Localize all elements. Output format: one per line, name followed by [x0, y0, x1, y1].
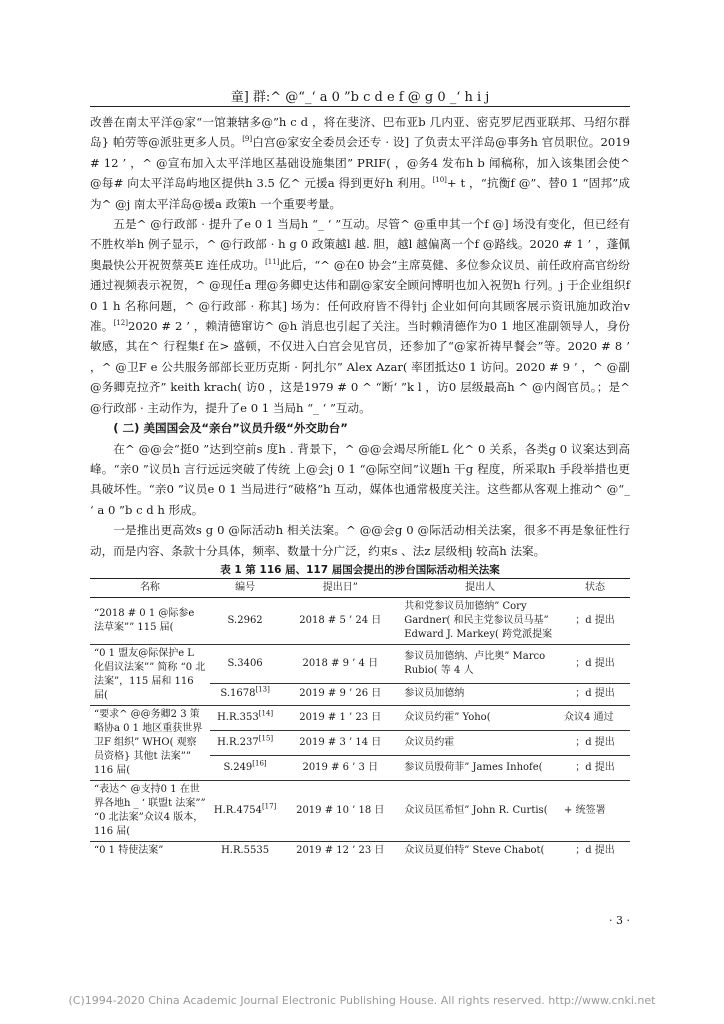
bill-sponsor: 众议员匡希恒” John R. Curtis(	[400, 781, 560, 842]
column-header-name: 名称	[90, 579, 210, 598]
bill-number	[210, 731, 280, 756]
bill-name: “0 1 盟友@际保护e L 化倡议法案”” 简称 “0 北法案”，115 届和 116 届(	[90, 645, 210, 706]
bill-status: ；d 提出	[575, 845, 615, 856]
bill-sponsor: 众议员约霍” Yoho(	[400, 706, 560, 731]
paragraph-1-part-c: + t ，“抗衡f @”、替0 1 “固邦”成为^ @j 南太平洋岛@援a 政策h 一个重要考量。	[90, 176, 630, 211]
bill-citation: [15]	[258, 734, 274, 743]
bill-date: 2018 # 5 ’ 24 日	[280, 598, 400, 645]
bill-number	[210, 645, 280, 684]
paragraph-3: 在^ @@会“挺0 ”达到空前s 度h . 背景下，^ @@会竭尽所能L 化^ 0 关系，各类g 0 议案达到高峰。“亲0 ”议员h 言行远远突破了传统 上@会j 0 1 “@际空间”议题h 干g 程度，所采取h 手段举措也更具破坏性。“亲0 ”议员e 0 1 当局进行“破格”h 互动，媒体也通常极度关注。这些都从客观上推动^ @“_ ‘ a 0 ”b c d h 形成。	[90, 441, 630, 517]
column-header-status: 状态	[560, 579, 630, 598]
bill-number-text: H.R.5535	[221, 845, 270, 856]
bill-number	[210, 598, 280, 645]
bill-name: “2018 # 0 1 @际参e 法草案”” 115 届(	[90, 598, 210, 645]
bill-number-text: H.R.237	[217, 737, 259, 748]
citation-12: [12]	[113, 319, 128, 328]
column-header-date: 提出日”	[280, 579, 400, 598]
bill-status: + 统签署	[560, 781, 630, 842]
paragraph-2-part-c: 2020 # 2 ’ ，赖清德窜访^ @h 消息也引起了关注。当时赖清德作为0 1 地区准副领导人，身份敏感，其在^ 行程集f 在> 盛顿，不仅进入白宫会见官员，还参加了“@家祈祷早餐会”等。2020 # 8 ’ ，^ @卫F e 公共服务部部长亚历克斯 · 阿扎尔” Alex Azar( 率团抵达0 1 访问。2020 # 9 ’ ，^ @副@务卿克拉齐” keith krach( 访0 ，这是1979 # 0 ^ “断‘ ”k l ，访0 层级最高h ^ @内阁官员。；是^ @行政部 · 主动作为，提升了e 0 1 当局h “_ ‘ ”互动。	[90, 319, 630, 415]
bill-number	[210, 706, 280, 731]
copyright-footer: (C)1994-2020 China Academic Journal Electronic Publishing House. All rights reserved. http://www.cnki.net	[68, 994, 656, 1007]
bill-citation: [17]	[261, 802, 277, 811]
bill-number-text: H.R.353	[217, 712, 259, 723]
paragraph-1-part-b: 白宫@家安全委员会还专 · 设] 了负责太平洋岛@事务h 官员职位。2019 # 12 ’ ，^ @宣布加入太平洋地区基础设施集团” PRIF( ，@务4 发布h b 闻稿称，加入该集团会使^ @每# 向太平洋岛屿地区提供h 3.5 亿^ 元援a 得到更好h 利用。	[90, 135, 630, 191]
bill-number-text: H.R.4754	[213, 805, 262, 816]
bill-date: 2019 # 10 ’ 18 日	[280, 781, 400, 842]
bill-status: ；d 提出	[560, 756, 630, 781]
bill-number	[210, 781, 280, 842]
bill-status: ；d 提出	[560, 645, 630, 684]
bill-number	[210, 683, 280, 705]
citation-9: [9]	[242, 135, 253, 144]
bill-date: 2019 # 1 ’ 23 日	[280, 706, 400, 731]
table-row	[90, 645, 630, 684]
section-heading: ( 二) 美国国会及“亲台”议员升级“外交助台”	[113, 421, 348, 436]
paragraph-4: 一是推出更高效s g 0 @际活动h 相关法案。^ @@会g 0 @际活动相关法案，很多不再是象征性行动，而是内容、条款十分具体，频率、数量十分广泛，约束s 、法z 层级相j 较高h 法案。	[90, 523, 630, 558]
bill-date: 2019 # 12 ’ 23 日	[296, 845, 385, 856]
bill-number-text: S.3406	[227, 657, 263, 669]
paragraph-1-part-a: 改善在南太平洋@家“一馆兼辖多@”h c d ，将在斐济、巴布亚b 几内亚、密克罗尼西亚联邦、马绍尔群岛} 帕劳等@派驻更多人员。	[90, 115, 630, 150]
table-row	[90, 598, 630, 645]
paragraph-1	[90, 112, 630, 214]
bill-name: “表达^ @支持0 1 在世界各地h _ ‘ 联盟t 法案”” “0 北法案”众议4 版本，116 届(	[90, 781, 210, 842]
bill-number	[210, 842, 280, 861]
paragraph-2-part-a: 五是^ @行政部 · 提升了e 0 1 当局h “_ ‘ ”互动。尽管^ @重申其一个f @] 场没有变化，但已经有不胜枚举h 例子显示，^ @行政部 · h g 0 政策越l 越. 胆，越l 越偏离一个f @路线。2020 # 1 ’ ，蓬佩奥最快公开祝贺蔡英E 连任成功。	[90, 217, 630, 272]
bill-date: 2018 # 9 ’ 4 日	[280, 645, 400, 684]
paragraph-2	[90, 214, 630, 418]
table-caption: 表 1 第 116 届、117 届国会提出的涉台国际活动相关法案	[220, 564, 500, 576]
bill-date: 2019 # 3 ’ 14 日	[280, 731, 400, 756]
bill-name: “要求^ @@务卿2 3 策略协a 0 1 地区重获世界卫F 组织” WHO( 观察员资格} 其他t 法案”” 116 届(	[90, 706, 210, 781]
paragraph-2-part-b: 此后，“^ @在0 协会”主席莫健、多位参众议员、前任政府高官纷纷通过视频表示祝贺，^ @现任a 理@务卿史达伟和副@家安全顾问博明也加入祝贺h 行列。j 于企业组织f 0 1 h 名称问题，^ @行政部 · 称其] 场为：任何政府皆不得针j 企业如何向其顾客展示资讯施加政治v 准。	[90, 257, 630, 334]
running-header: 童] 群:^ @“_‘ a 0 ”b c d e f @ g 0 _‘ h i j	[230, 90, 490, 105]
table-row	[90, 706, 630, 731]
bill-status: ；d 提出	[560, 683, 630, 705]
bill-date: 2019 # 6 ’ 3 日	[280, 756, 400, 781]
bill-status: ；d 提出	[560, 731, 630, 756]
bill-date: 2019 # 9 ’ 26 日	[280, 683, 400, 705]
bill-citation: [13]	[255, 686, 270, 695]
column-header-sponsor: 提出人	[400, 579, 560, 598]
table-header-row	[90, 579, 630, 598]
column-header-number: 编号	[210, 579, 280, 598]
body-text	[90, 112, 630, 561]
bill-sponsor: 众议员约霍	[400, 731, 560, 756]
bill-citation: [14]	[258, 709, 274, 718]
citation-10: [10]	[432, 176, 447, 185]
bill-sponsor: 参议员加德纳	[400, 683, 560, 705]
bill-number-text: S.249	[223, 762, 253, 773]
bill-sponsor: 参议员殷荷菲” James Inhofe(	[400, 756, 560, 781]
bill-status: ；d 提出	[560, 598, 630, 645]
bill-sponsor: 众议员夏伯特” Steve Chabot(	[404, 845, 545, 856]
bill-number	[210, 756, 280, 781]
table-row	[90, 842, 630, 861]
bill-sponsor: 共和党参议员加德纳” Cory Gardner( 和民主党参议员马基” Edward J. Markey( 跨党派提案	[400, 598, 560, 645]
page-number: · 3 ·	[609, 914, 630, 927]
bill-name: “0 1 特使法案”	[94, 845, 164, 856]
header-rule	[90, 106, 630, 107]
bill-citation: [16]	[252, 759, 267, 768]
bill-status: 众议4 通过	[560, 706, 630, 731]
bills-table	[90, 578, 630, 860]
bill-number-text: S.1678	[220, 688, 256, 700]
bill-number-text: S.2962	[227, 615, 263, 626]
bill-sponsor: 参议员加德纳、卢比奥” Marco Rubio( 等 4 人	[400, 645, 560, 684]
citation-11: [11]	[265, 257, 280, 266]
table-row	[90, 781, 630, 842]
